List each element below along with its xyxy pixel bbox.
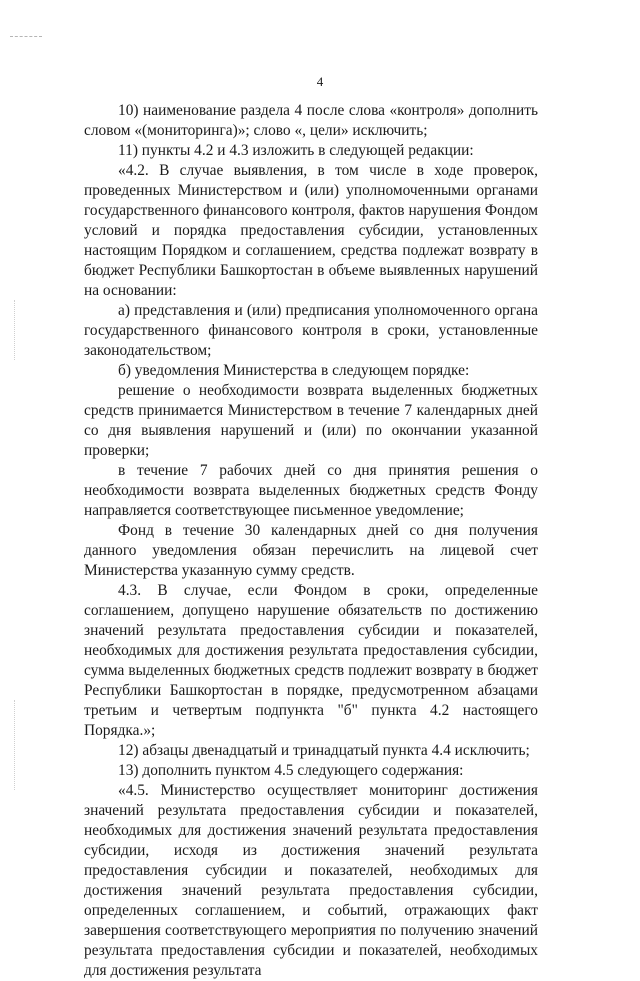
scan-artifact-mark xyxy=(10,36,42,37)
paragraph-item-10: 10) наименование раздела 4 после слова «контроля» дополнить словом «(мониторинга)»; слово «, цели» исключить; xyxy=(84,102,538,139)
document-body xyxy=(84,101,538,981)
paragraph-fund-transfer: Фонд в течение 30 календарных дней со дня получения данного уведомления обязан перечислить на лицевой счет Министерства указанную сумму средств. xyxy=(84,522,538,579)
page-number: 4 xyxy=(316,74,324,89)
paragraph-clause-4-2: «4.2. В случае выявления, в том числе в ходе проверок, проведенных Министерством и (или) уполномоченными органами государственного финансового контроля, фактов нарушения Фондом условий и порядка предоставления субсидии, установленных настоящим Порядком и соглашением, средства подлежат возврату в бюджет Республики Башкортостан в объеме выявленных нарушений на основании: xyxy=(84,162,538,299)
paragraph-clause-4-3: 4.3. В случае, если Фондом в сроки, определенные соглашением, допущено нарушение обязательств по достижению значений результата предоставления субсидии и показателей, необходимых для достижения результата предоставления субсидии, сумма выделенных бюджетных средств подлежит возврату в бюджет Республики Башкортостан в порядке, предусмотренном абзацами третьим и четвертым подпункта "б" пункта 4.2 настоящего Порядка.»; xyxy=(84,582,538,739)
paragraph-decision: решение о необходимости возврата выделенных бюджетных средств принимается Министерством в течение 7 календарных дней со дня выявления нарушений и (или) по окончании указанной проверки; xyxy=(84,382,538,459)
paragraph-subclause-b: б) уведомления Министерства в следующем порядке: xyxy=(118,362,470,379)
paragraph-notification: в течение 7 рабочих дней со дня принятия решения о необходимости возврата выделенных бюджетных средств Фонду направляется соответствующее письменное уведомление; xyxy=(84,462,538,519)
scan-margin-dots xyxy=(14,700,17,790)
paragraph-subclause-a: а) представления и (или) предписания уполномоченного органа государственного финансового контроля в сроки, установленные законодательством; xyxy=(84,302,538,359)
paragraph-clause-4-5: «4.5. Министерство осуществляет мониторинг достижения значений результата предоставления субсидии и показателей, необходимых для достижения значений результата предоставления субсидии, исходя из достижения значений результата предоставления субсидии и показателей, необходимых для достижения значений результата предоставления субсидии, определенных соглашением, и событий, отражающих факт завершения соответствующего мероприятия по получению значений результата предоставления субсидии и показателей, необходимых для достижения результата xyxy=(84,782,538,979)
paragraph-item-11: 11) пункты 4.2 и 4.3 изложить в следующей редакции: xyxy=(118,142,474,159)
paragraph-item-13: 13) дополнить пунктом 4.5 следующего содержания: xyxy=(118,762,464,779)
paragraph-item-12: 12) абзацы двенадцатый и тринадцатый пункта 4.4 исключить; xyxy=(118,742,530,759)
scan-margin-dots xyxy=(14,300,17,360)
